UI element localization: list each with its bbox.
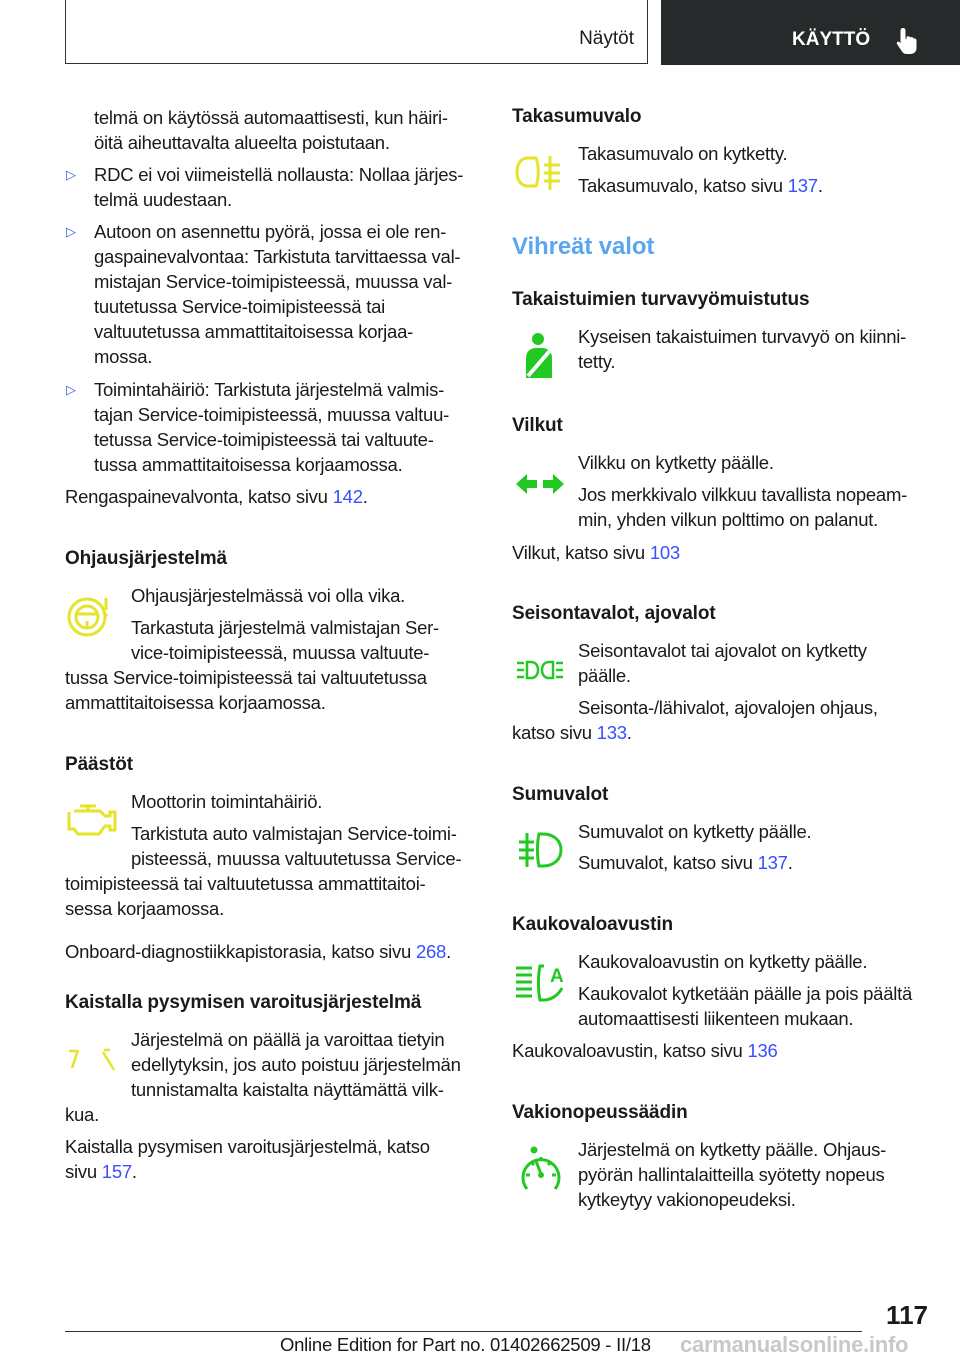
front-fog-light-icon — [515, 829, 567, 871]
text-line: öitä aiheuttavalta alueelta poistutaan. — [94, 132, 390, 153]
text-line: tetty. — [578, 351, 616, 372]
heading-emissions: Päästöt — [65, 754, 133, 775]
bullet-triangle-icon: ▷ — [66, 382, 76, 397]
text-line: Seisonta-/lähivalot, ajovalojen ohjaus, — [578, 697, 878, 718]
pointing-hand-icon — [895, 26, 921, 56]
rear-fog-light-icon — [514, 152, 566, 194]
bullet-triangle-icon: ▷ — [66, 224, 76, 239]
fog-reference: Sumuvalot, katso sivu 137. — [578, 852, 793, 873]
engine-icon — [66, 802, 118, 838]
cruise-control-icon — [518, 1145, 564, 1195]
heading-seatbelt: Takaistuimien turvavyömuistutus — [512, 289, 810, 310]
lane-reference: sivu 157. — [65, 1161, 137, 1182]
text-line: kua. — [65, 1104, 99, 1125]
text-line: Kaistalla pysymisen varoitusjärjestelmä, katso — [65, 1136, 430, 1157]
bullet-line: mistajan Service-toimipisteessä, muussa val- — [94, 271, 453, 292]
heading-turn-signals: Vilkut — [512, 415, 563, 436]
text-line: päälle. — [578, 665, 631, 686]
heading-high-beam-assist: Kaukovaloavustin — [512, 914, 674, 935]
bullet-line: tajan Service-toimipisteessä, muussa valtuu- — [94, 404, 450, 425]
high-beam-assist-icon — [514, 962, 566, 1002]
bullet-line: mossa. — [94, 346, 153, 367]
text-line: Kyseisen takaistuimen turvavyö on kiinni- — [578, 326, 907, 347]
text-line: Seisontavalot tai ajovalot on kytketty — [578, 640, 867, 661]
heading-green-lights: Vihreät valot — [512, 233, 655, 260]
text-line: pisteessä, muussa valtuutetussa Service- — [131, 848, 462, 869]
text-line: Moottorin toimintahäiriö. — [131, 791, 323, 812]
parking-lights-icon — [515, 659, 565, 681]
lane-departure-icon — [66, 1046, 120, 1072]
svg-text:A: A — [550, 966, 564, 987]
bullet-line: tussa ammattitaitoisessa korjaamossa. — [94, 454, 403, 475]
text-line: tussa Service-toimipisteessä tai valtuutetussa — [65, 667, 427, 688]
text-line: Tarkistuta auto valmistajan Service-toimi- — [131, 823, 457, 844]
rear-fog-reference: Takasumuvalo, katso sivu 137. — [578, 175, 823, 196]
page-link[interactable]: 157 — [101, 1161, 132, 1182]
parking-reference: katso sivu 133. — [512, 722, 632, 743]
text-line: Sumuvalot on kytketty päälle. — [578, 821, 812, 842]
heading-cruise-control: Vakionopeussäädin — [512, 1102, 688, 1123]
bullet-line: tuutetussa Service-toimipisteessä tai — [94, 296, 385, 317]
text-line: telmä on käytössä automaattisesti, kun häiri- — [94, 107, 448, 128]
page-number: 117 — [886, 1300, 928, 1330]
page-link[interactable]: 137 — [787, 175, 818, 196]
bullet-line: RDC ei voi viimeistellä nollausta: Nollaa järjes- — [94, 164, 464, 185]
bullet-line: valtuutetussa ammattitaitoisessa korjaa- — [94, 321, 414, 342]
page-link[interactable]: 136 — [747, 1040, 778, 1061]
chapter-tab — [661, 0, 960, 65]
page-link[interactable]: 268 — [415, 941, 447, 962]
steering-warning-icon — [66, 594, 112, 638]
text-line: Vilkku on kytketty päälle. — [578, 452, 774, 473]
text-line: vice-toimipisteessä, muussa valtuute- — [131, 642, 430, 663]
bullet-line: gaspainevalvontaa: Tarkistuta tarvittaessa val- — [94, 246, 461, 267]
page-link[interactable]: 142 — [332, 486, 363, 507]
text-line: kytkeytyy vakionopeudeksi. — [578, 1189, 796, 1210]
heading-lane-warning: Kaistalla pysymisen varoitusjärjestelmä — [65, 992, 422, 1013]
text-line: Ohjausjärjestelmässä voi olla vika. — [131, 585, 406, 606]
bullet-line: Toimintahäiriö: Tarkistuta järjestelmä valmis- — [94, 379, 445, 400]
heading-steering: Ohjausjärjestelmä — [65, 548, 227, 569]
page-link[interactable]: 103 — [649, 542, 680, 563]
heading-parking-lights: Seisontavalot, ajovalot — [512, 603, 716, 624]
text-line: pyörän hallintalaitteilla syötetty nopeus — [578, 1164, 885, 1185]
text-line: Kaukovaloavustin on kytketty päälle. — [578, 951, 868, 972]
section-tab — [65, 0, 648, 64]
rdc-reference: Rengaspainevalvonta, katso sivu 142. — [65, 486, 368, 507]
edition-text: Online Edition for Part no. 01402662509 - II/18 — [280, 1334, 651, 1355]
heading-rear-fog: Takasumuvalo — [512, 106, 642, 127]
text-line: Takasumuvalo on kytketty. — [578, 143, 788, 164]
text-line: toimipisteessä tai valtuutetussa ammattitaitoi- — [65, 873, 426, 894]
page-link[interactable]: 133 — [596, 722, 627, 743]
text-line: min, yhden vilkun polttimo on palanut. — [578, 509, 879, 530]
text-line: Tarkastuta järjestelmä valmistajan Ser- — [131, 617, 439, 638]
text-line: Jos merkkivalo vilkkuu tavallista nopeam- — [578, 484, 908, 505]
text-line: Järjestelmä on kytketty päälle. Ohjaus- — [578, 1139, 886, 1160]
seatbelt-icon — [520, 332, 560, 380]
text-line: tunnistamalta kaistalta näyttämättä vilk- — [131, 1079, 444, 1100]
turn-reference: Vilkut, katso sivu 103 — [512, 542, 680, 563]
bullet-line: tetussa Service-toimipisteessä tai valtuute- — [94, 429, 434, 450]
text-line: sessa korjaamossa. — [65, 898, 224, 919]
text-line: Kaukovalot kytketään päälle ja pois päältä — [578, 983, 913, 1004]
text-line: ammattitaitoisessa korjaamossa. — [65, 692, 326, 713]
text-line: automaattisesti liikenteen mukaan. — [578, 1008, 854, 1029]
text-line: Järjestelmä on päällä ja varoittaa tietyin — [131, 1029, 445, 1050]
bullet-line: telmä uudestaan. — [94, 189, 232, 210]
heading-fog-lights: Sumuvalot — [512, 784, 609, 805]
page-link[interactable]: 137 — [757, 852, 788, 873]
section-title: Näytöt — [579, 28, 634, 49]
bullet-line: Autoon on asennettu pyörä, jossa ei ole ren- — [94, 221, 447, 242]
text-line: edellytyksin, jos auto poistuu järjestelmän — [131, 1054, 461, 1075]
high-beam-reference: Kaukovaloavustin, katso sivu 136 — [512, 1040, 778, 1061]
watermark: carmanualsonline.info — [680, 1332, 909, 1357]
obd-reference: Onboard-diagnostiikkapistorasia, katso sivu 268. — [65, 941, 451, 962]
turn-signal-arrows-icon — [514, 472, 566, 496]
chapter-title: KÄYTTÖ — [792, 29, 871, 50]
bullet-triangle-icon: ▷ — [66, 167, 76, 182]
